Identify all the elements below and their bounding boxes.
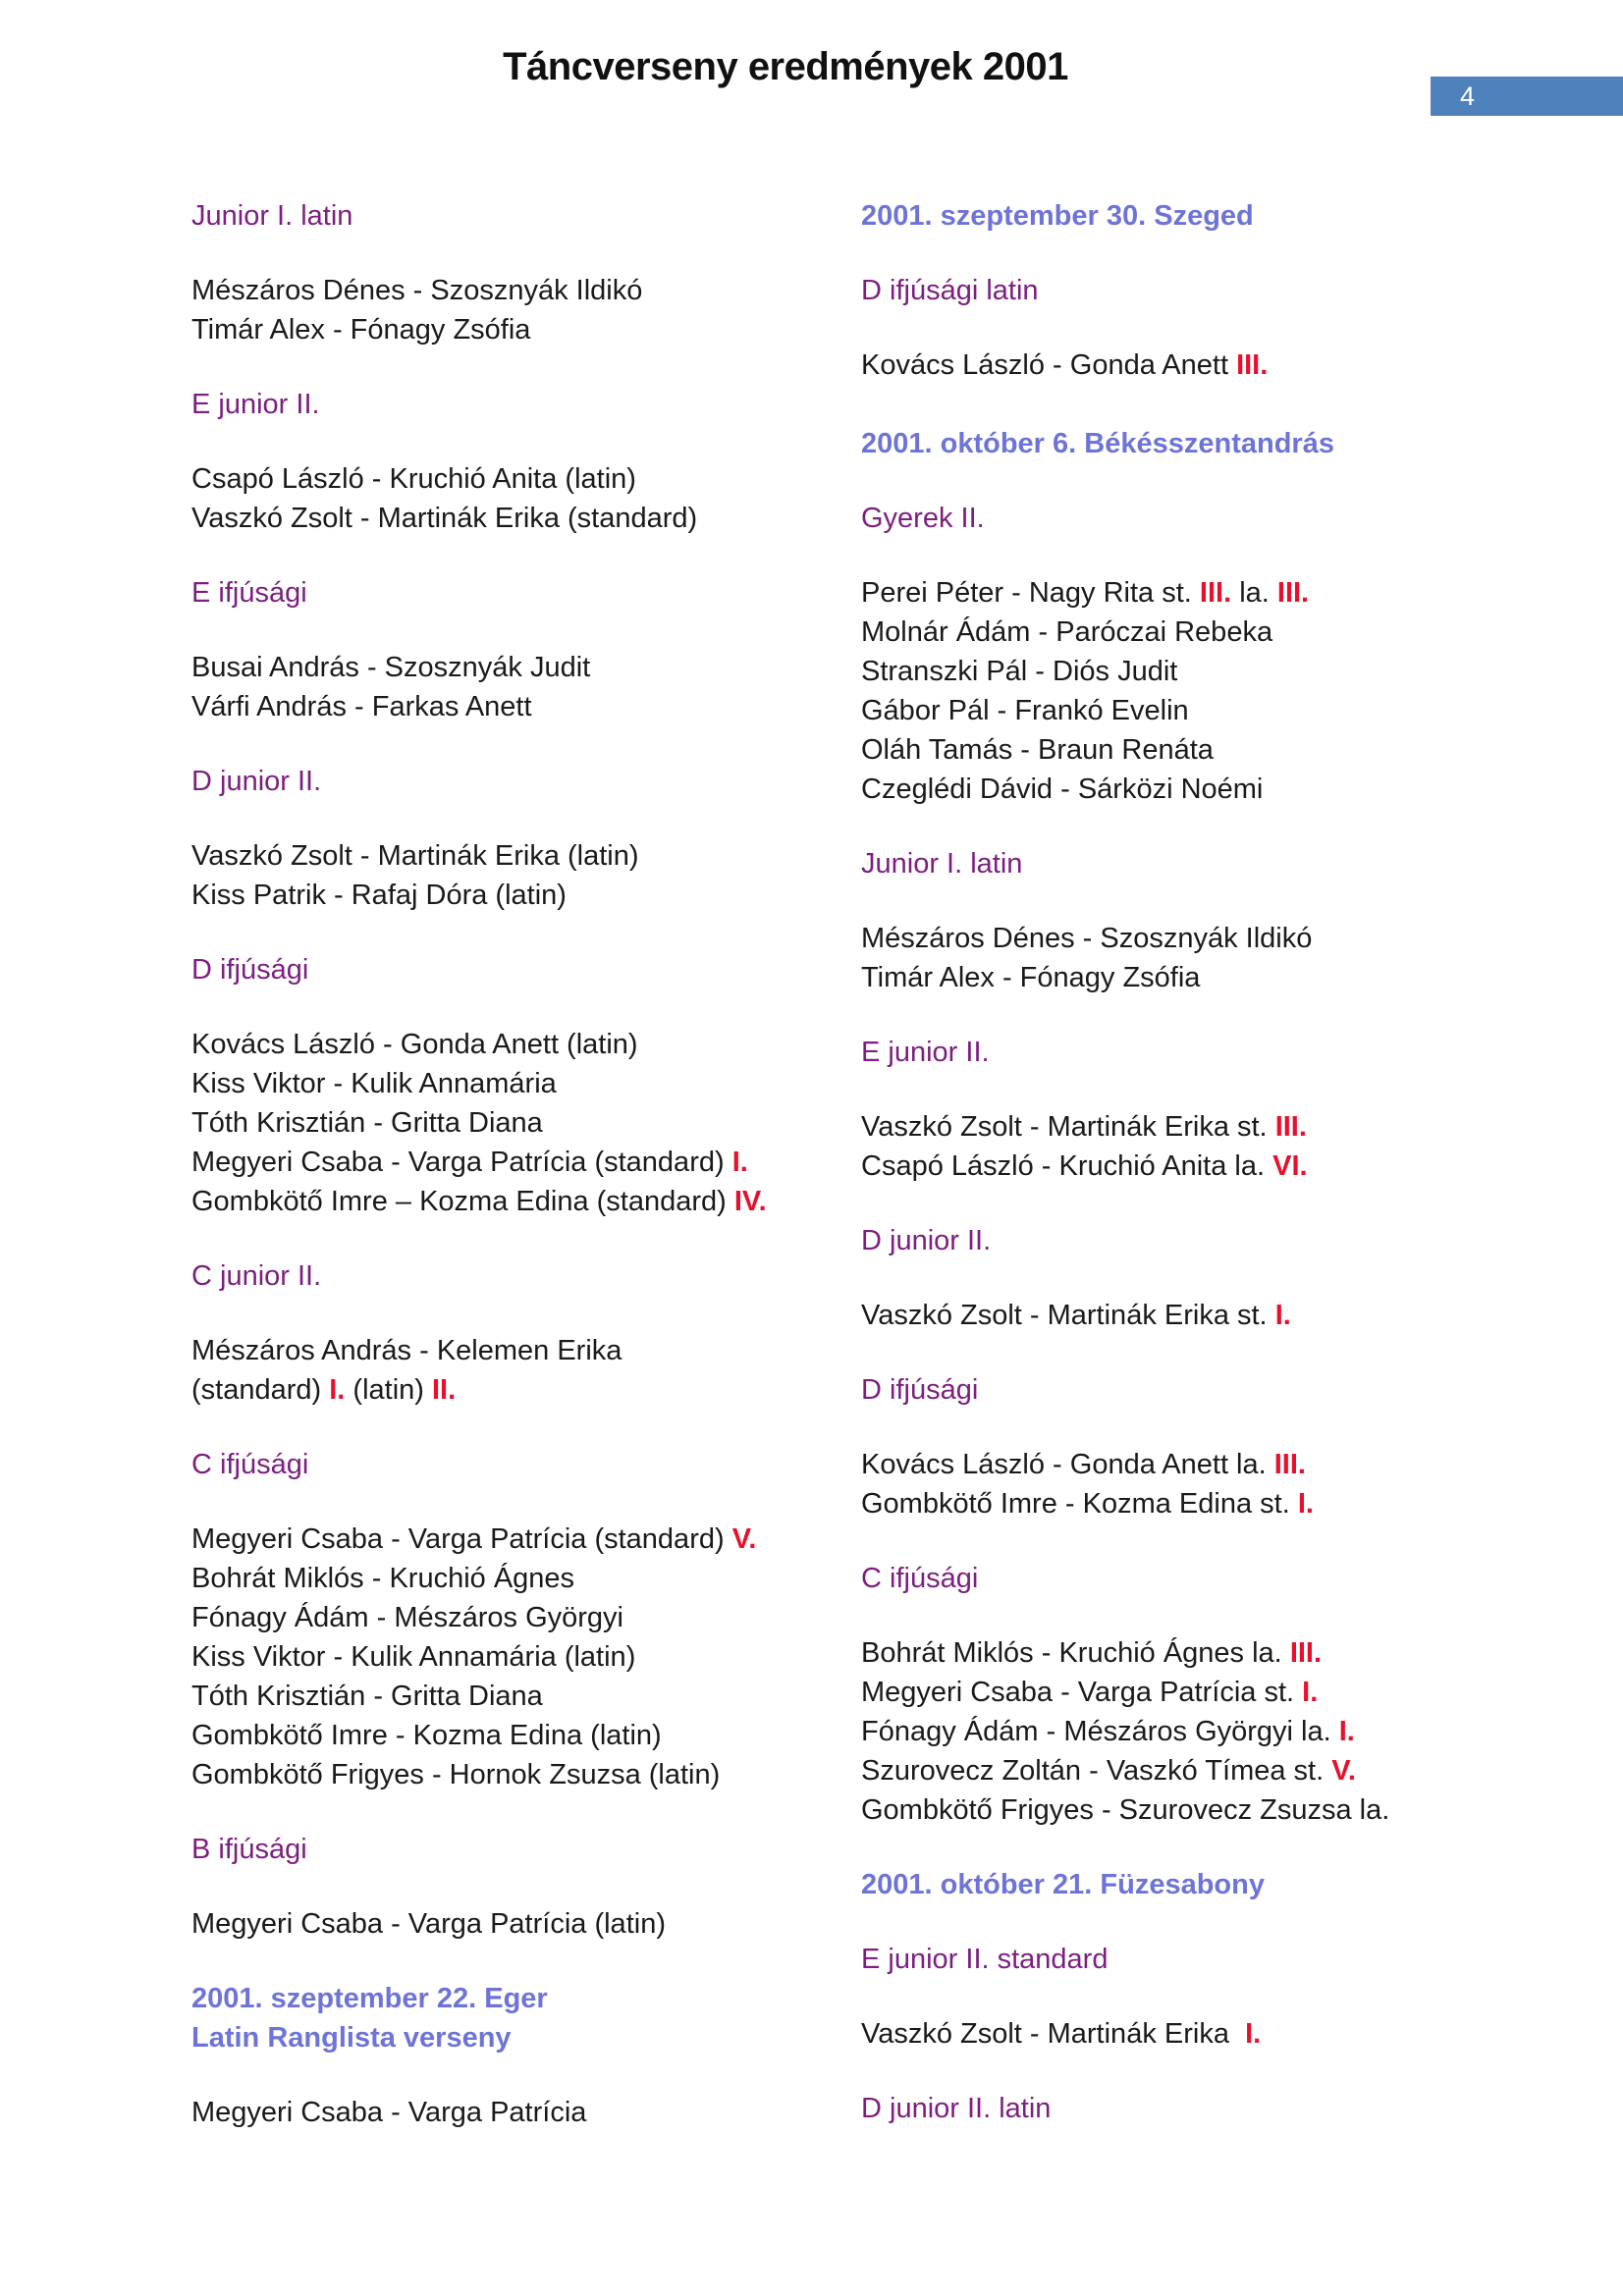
text-segment: E ifjúsági xyxy=(191,577,307,609)
couple-line xyxy=(191,1103,861,1143)
couples-paragraph xyxy=(191,836,861,915)
text-segment: Gombkötő Frigyes - Hornok Zsuzsa (latin) xyxy=(191,1759,721,1790)
couple-line xyxy=(861,919,1617,958)
rank-value: III. xyxy=(1236,349,1269,381)
couple-line xyxy=(191,1064,861,1103)
couples-paragraph xyxy=(191,1520,861,1794)
couples-paragraph xyxy=(191,2093,861,2132)
category-heading-text xyxy=(191,762,861,801)
couple-line xyxy=(191,1143,861,1182)
text-segment: Gábor Pál - Frankó Evelin xyxy=(861,695,1189,726)
category-heading xyxy=(191,950,861,989)
text-segment: Kiss Viktor - Kulik Annamária xyxy=(191,1068,557,1099)
text-segment: Junior I. latin xyxy=(191,200,353,232)
text-segment: Megyeri Csaba - Varga Patrícia (standard) xyxy=(191,1147,732,1178)
text-segment: Gombkötő Imre - Kozma Edina st. xyxy=(861,1488,1298,1520)
event-heading xyxy=(191,1979,861,2057)
text-segment: Vaszkó Zsolt - Martinák Erika st. xyxy=(861,1300,1275,1331)
category-heading-text xyxy=(191,1256,861,1296)
couples-paragraph xyxy=(191,1331,861,1410)
rank-value: I. xyxy=(1245,2018,1262,2050)
text-segment: D junior II. xyxy=(861,1225,992,1256)
text-segment: Szurovecz Zoltán - Vaszkó Tímea st. xyxy=(861,1755,1332,1787)
couple-line xyxy=(861,1712,1617,1751)
category-heading xyxy=(191,1445,861,1484)
category-heading-text xyxy=(191,573,861,613)
text-segment: Bohrát Miklós - Kruchió Ágnes la. xyxy=(861,1637,1290,1669)
text-segment: D junior II. latin xyxy=(861,2093,1052,2124)
rank-value: III. xyxy=(1273,1449,1306,1480)
text-segment: Vaszkó Zsolt - Martinák Erika (standard) xyxy=(191,503,698,534)
category-heading xyxy=(191,1830,861,1869)
text-segment: Perei Péter - Nagy Rita st. xyxy=(861,577,1200,609)
text-segment: Vaszkó Zsolt - Martinák Erika xyxy=(861,2018,1246,2050)
rank-value: I. xyxy=(1274,1300,1291,1331)
category-heading-text xyxy=(191,950,861,989)
text-segment: 2001. szeptember 30. Szeged xyxy=(861,200,1254,232)
text-segment: Tóth Krisztián - Gritta Diana xyxy=(191,1107,543,1139)
rank-value: III. xyxy=(1199,577,1232,609)
couples-paragraph xyxy=(861,919,1617,997)
rank-value: II. xyxy=(432,1374,457,1406)
text-segment: Kiss Viktor - Kulik Annamária (latin) xyxy=(191,1641,636,1673)
rank-value: I. xyxy=(329,1374,346,1406)
category-heading xyxy=(861,844,1617,883)
category-heading-text xyxy=(861,499,1617,538)
event-heading-text xyxy=(861,1865,1617,1904)
couples-paragraph xyxy=(861,1445,1617,1523)
couple-line xyxy=(191,876,861,915)
text-segment: Junior I. latin xyxy=(861,848,1023,880)
text-segment: Megyeri Csaba - Varga Patrícia st. xyxy=(861,1677,1303,1708)
couple-line xyxy=(861,1484,1617,1523)
text-segment: (latin) xyxy=(345,1374,432,1406)
couple-line xyxy=(191,1598,861,1637)
couple-line xyxy=(861,1790,1617,1830)
couple-line xyxy=(191,836,861,876)
couple-line xyxy=(191,1904,861,1944)
text-segment: C ifjúsági xyxy=(191,1449,309,1480)
text-segment: la. xyxy=(1231,577,1277,609)
category-heading-text xyxy=(861,1940,1617,1979)
couple-line xyxy=(861,573,1617,613)
text-segment: C ifjúsági xyxy=(861,1563,979,1594)
category-heading xyxy=(861,271,1617,310)
text-segment: Mészáros András - Kelemen Erika xyxy=(191,1335,622,1366)
page-number-badge xyxy=(1431,77,1623,116)
category-heading-text xyxy=(861,1033,1617,1072)
couple-line xyxy=(861,1445,1617,1484)
rank-value: I. xyxy=(1338,1716,1355,1747)
rank-value: V. xyxy=(731,1523,757,1555)
text-segment: Csapó László - Kruchió Anita la. xyxy=(861,1150,1273,1182)
couple-line xyxy=(191,1716,861,1755)
rank-value: V. xyxy=(1331,1755,1356,1787)
couple-line xyxy=(191,1677,861,1716)
event-heading-text xyxy=(191,1979,861,2018)
couple-line xyxy=(861,2014,1617,2054)
text-segment: Kovács László - Gonda Anett (latin) xyxy=(191,1029,638,1060)
category-heading-text xyxy=(191,1830,861,1869)
couple-line xyxy=(861,1633,1617,1673)
text-segment: Tóth Krisztián - Gritta Diana xyxy=(191,1681,543,1712)
category-heading xyxy=(861,499,1617,538)
text-segment: Timár Alex - Fónagy Zsófia xyxy=(861,962,1201,993)
category-heading xyxy=(861,1221,1617,1260)
text-segment: Busai András - Szosznyák Judit xyxy=(191,652,591,683)
content-columns xyxy=(191,196,1617,2167)
couple-line xyxy=(861,1296,1617,1335)
category-heading-text xyxy=(861,1370,1617,1410)
text-segment: Molnár Ádám - Paróczai Rebeka xyxy=(861,616,1273,648)
couple-line xyxy=(861,613,1617,652)
category-heading-text xyxy=(861,1559,1617,1598)
text-segment: Mészáros Dénes - Szosznyák Ildikó xyxy=(191,275,643,306)
couples-paragraph xyxy=(191,459,861,538)
text-segment: Kovács László - Gonda Anett la. xyxy=(861,1449,1274,1480)
text-segment: (standard) xyxy=(191,1374,330,1406)
couples-paragraph xyxy=(191,271,861,349)
text-segment: Oláh Tamás - Braun Renáta xyxy=(861,734,1214,766)
category-heading-text xyxy=(861,1221,1617,1260)
rank-value: IV. xyxy=(733,1186,767,1217)
couples-paragraph xyxy=(861,2014,1617,2054)
rank-value: III. xyxy=(1289,1637,1323,1669)
event-heading-text xyxy=(191,2018,861,2057)
text-segment: Czeglédi Dávid - Sárközi Noémi xyxy=(861,774,1264,805)
couple-line xyxy=(861,652,1617,691)
rank-value: I. xyxy=(1302,1677,1319,1708)
couple-line xyxy=(861,346,1617,385)
couples-paragraph xyxy=(861,1296,1617,1335)
couple-line xyxy=(861,958,1617,997)
text-segment: D ifjúsági xyxy=(861,1374,979,1406)
page-title: Táncverseny eredmények 2001 xyxy=(503,45,1068,88)
text-segment: Kiss Patrik - Rafaj Dóra (latin) xyxy=(191,880,567,911)
couple-line xyxy=(191,1370,861,1410)
text-segment: E junior II. xyxy=(191,389,320,420)
category-heading-text xyxy=(861,2089,1617,2128)
text-segment: 2001. október 6. Békésszentandrás xyxy=(861,428,1334,459)
rank-value: I. xyxy=(731,1147,748,1178)
category-heading xyxy=(861,1940,1617,1979)
event-heading-text xyxy=(861,424,1617,463)
text-segment: Mészáros Dénes - Szosznyák Ildikó xyxy=(861,923,1313,954)
text-segment: Kovács László - Gonda Anett xyxy=(861,349,1237,381)
text-segment: Megyeri Csaba - Varga Patrícia (latin) xyxy=(191,1908,666,1940)
text-segment: Vaszkó Zsolt - Martinák Erika st. xyxy=(861,1111,1275,1143)
text-segment: Fónagy Ádám - Mészáros Györgyi la. xyxy=(861,1716,1339,1747)
event-heading xyxy=(861,196,1617,236)
rank-value: VI. xyxy=(1272,1150,1308,1182)
category-heading xyxy=(861,1559,1617,1598)
couple-line xyxy=(191,1331,861,1370)
couple-line xyxy=(191,271,861,310)
category-heading-text xyxy=(191,385,861,424)
text-segment: C junior II. xyxy=(191,1260,322,1292)
text-segment: Stranszki Pál - Diós Judit xyxy=(861,656,1178,687)
category-heading-text xyxy=(861,271,1617,310)
couples-paragraph xyxy=(861,346,1617,385)
category-heading xyxy=(861,1370,1617,1410)
text-segment: Gyerek II. xyxy=(861,503,985,534)
text-segment: Megyeri Csaba - Varga Patrícia (standard) xyxy=(191,1523,732,1555)
couple-line xyxy=(191,648,861,687)
couples-paragraph xyxy=(861,1107,1617,1186)
couple-line xyxy=(191,310,861,349)
couple-line xyxy=(861,691,1617,730)
couple-line xyxy=(191,1182,861,1221)
couple-line xyxy=(191,1520,861,1559)
couple-line xyxy=(861,730,1617,770)
couples-paragraph xyxy=(861,573,1617,809)
text-segment: 2001. szeptember 22. Eger xyxy=(191,1983,548,2014)
text-segment: Gombkötő Imre - Kozma Edina (latin) xyxy=(191,1720,662,1751)
text-segment: E junior II. xyxy=(861,1037,990,1068)
couple-line xyxy=(191,1559,861,1598)
couple-line xyxy=(191,1637,861,1677)
couple-line xyxy=(861,770,1617,809)
text-segment: D junior II. xyxy=(191,766,322,797)
couple-line xyxy=(191,499,861,538)
couples-paragraph xyxy=(191,648,861,726)
text-segment: Timár Alex - Fónagy Zsófia xyxy=(191,314,531,346)
event-heading xyxy=(861,1865,1617,1904)
text-segment: D ifjúsági xyxy=(191,954,309,986)
rank-value: III. xyxy=(1276,577,1310,609)
category-heading-text xyxy=(191,1445,861,1484)
text-segment: Latin Ranglista verseny xyxy=(191,2022,512,2054)
text-segment: Csapó László - Kruchió Anita (latin) xyxy=(191,463,636,495)
couple-line xyxy=(191,1755,861,1794)
category-heading xyxy=(191,762,861,801)
text-segment: Várfi András - Farkas Anett xyxy=(191,691,532,722)
couple-line xyxy=(861,1751,1617,1790)
couple-line xyxy=(861,1107,1617,1147)
category-heading-text xyxy=(191,196,861,236)
text-segment: D ifjúsági latin xyxy=(861,275,1039,306)
event-heading xyxy=(861,424,1617,463)
category-heading xyxy=(191,1256,861,1296)
text-segment: Fónagy Ádám - Mészáros Györgyi xyxy=(191,1602,623,1633)
category-heading xyxy=(861,2089,1617,2128)
text-segment: Vaszkó Zsolt - Martinák Erika (latin) xyxy=(191,840,639,872)
text-segment: E junior II. standard xyxy=(861,1944,1109,1975)
text-segment: 2001. október 21. Füzesabony xyxy=(861,1869,1265,1900)
text-segment: Gombkötő Imre – Kozma Edina (standard) xyxy=(191,1186,734,1217)
couples-paragraph xyxy=(861,1633,1617,1830)
category-heading xyxy=(861,1033,1617,1072)
event-heading-text xyxy=(861,196,1617,236)
left-column xyxy=(191,196,861,2167)
category-heading xyxy=(191,385,861,424)
couple-line xyxy=(191,459,861,499)
right-column xyxy=(861,196,1617,2163)
couples-paragraph xyxy=(191,1025,861,1221)
rank-value: III. xyxy=(1274,1111,1307,1143)
couple-line xyxy=(191,2093,861,2132)
text-segment: Bohrát Miklós - Kruchió Ágnes xyxy=(191,1563,575,1594)
rank-value: I. xyxy=(1297,1488,1314,1520)
couple-line xyxy=(191,1025,861,1064)
couple-line xyxy=(861,1673,1617,1712)
text-segment: Gombkötő Frigyes - Szurovecz Zsuzsa la. xyxy=(861,1794,1390,1826)
couple-line xyxy=(191,687,861,726)
text-segment: B ifjúsági xyxy=(191,1834,307,1865)
category-heading-text xyxy=(861,844,1617,883)
text-segment: Megyeri Csaba - Varga Patrícia xyxy=(191,2097,587,2128)
category-heading xyxy=(191,196,861,236)
couple-line xyxy=(861,1147,1617,1186)
page-number: 4 xyxy=(1460,81,1476,111)
couples-paragraph xyxy=(191,1904,861,1944)
category-heading xyxy=(191,573,861,613)
